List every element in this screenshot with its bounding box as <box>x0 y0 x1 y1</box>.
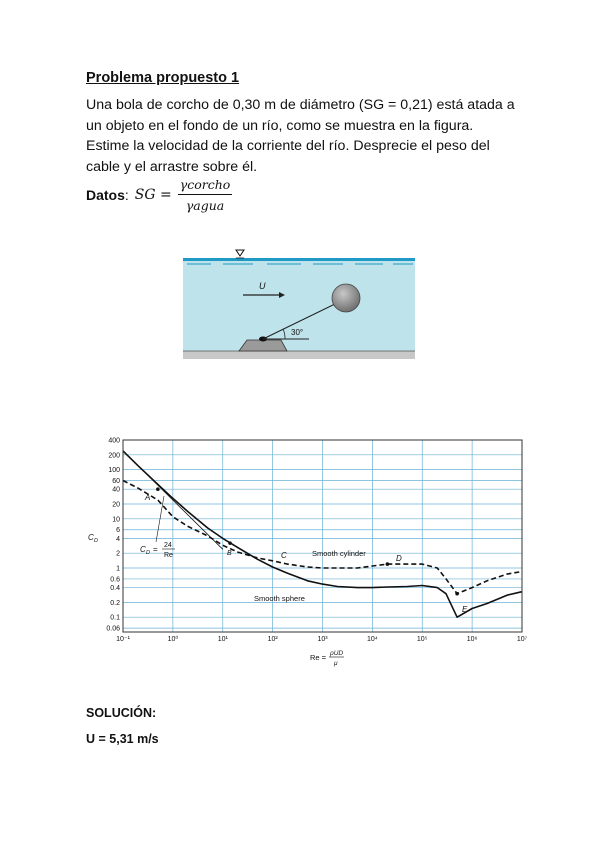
datos-line <box>86 177 232 213</box>
x-tick-label: 10⁵ <box>416 636 428 643</box>
x-tick-label: 10⁴ <box>366 636 378 643</box>
y-axis-label <box>88 533 98 544</box>
label-smooth-sphere: Smooth sphere <box>254 594 305 603</box>
x-tick-label: 10¹ <box>217 636 228 643</box>
anchor-block <box>239 340 287 351</box>
point-b-label: B <box>227 550 232 557</box>
svg-text:μ: μ <box>334 660 338 667</box>
problem-title: Problema propuesto 1 <box>86 70 240 86</box>
chart-gridlines <box>123 440 522 632</box>
point-marker <box>228 541 232 545</box>
svg-text:D: D <box>146 550 150 556</box>
svg-text:=: = <box>153 545 158 554</box>
point-d-label: D <box>396 554 402 563</box>
sg-numerator: γcorcho <box>178 177 233 195</box>
stokes-equation-label <box>140 542 175 559</box>
problem-statement: Una bola de corcho de 0,30 m de diámetro (SG = 0,21) está atada a un objeto en el fondo de un río, como se muestra en la figura. Estime la velocidad de la corriente del río. Desprecie el peso del cable y el arrastre sobre él. <box>86 97 515 175</box>
svg-text:D: D <box>94 538 98 544</box>
y-tick-label: 6 <box>116 527 120 535</box>
river-bed <box>183 351 415 359</box>
datos-colon: : <box>124 187 129 203</box>
x-tick-label: 10⁷ <box>516 636 528 643</box>
free-surface-symbol-icon <box>236 250 244 256</box>
cork-ball <box>332 284 360 312</box>
datos-label: Datos <box>86 187 125 203</box>
solution-label: SOLUCIÓN: <box>86 706 157 720</box>
y-tick-label: 1 <box>116 565 120 573</box>
svg-text:C: C <box>88 533 94 542</box>
point-marker <box>455 592 459 596</box>
y-tick-label: 200 <box>108 452 120 460</box>
solution-answer: U = 5,31 m/s <box>86 732 159 746</box>
y-tick-label: 60 <box>112 478 120 486</box>
sg-formula <box>131 177 233 213</box>
water-surface <box>183 258 415 261</box>
y-tick-label: 0.2 <box>110 599 120 607</box>
y-tick-labels <box>106 438 120 633</box>
sg-denominator: γagua <box>185 198 225 213</box>
svg-text:Re: Re <box>164 552 173 559</box>
x-tick-label: 10² <box>267 636 278 643</box>
svg-text:ρUD: ρUD <box>330 650 344 657</box>
label-smooth-cylinder: Smooth cylinder <box>312 549 366 558</box>
y-tick-label: 100 <box>108 467 120 475</box>
y-tick-label: 4 <box>116 535 120 543</box>
point-c-label: C <box>281 551 287 560</box>
x-tick-label: 10³ <box>317 636 328 643</box>
x-tick-label: 10⁰ <box>167 636 179 643</box>
x-tick-label: 10⁶ <box>466 636 478 643</box>
y-tick-label: 2 <box>116 550 120 558</box>
y-tick-label: 0.6 <box>110 576 120 584</box>
point-e-label: E <box>462 605 468 614</box>
river-figure <box>183 247 415 365</box>
sg-lhs: SG = <box>134 187 172 203</box>
point-a-label: A <box>145 493 151 502</box>
y-tick-label: 400 <box>108 437 120 445</box>
y-tick-label: 0.06 <box>106 625 120 633</box>
angle-label: 30° <box>291 328 304 337</box>
sg-fraction <box>178 177 233 213</box>
x-tick-label: 10⁻¹ <box>116 636 130 643</box>
y-tick-label: 0.4 <box>110 585 120 593</box>
svg-text:Re =: Re = <box>310 653 327 662</box>
water-body <box>183 258 415 354</box>
x-axis-label <box>310 650 344 667</box>
y-tick-label: 20 <box>112 501 120 509</box>
x-tick-labels <box>116 635 528 643</box>
drag-coefficient-chart <box>78 434 530 670</box>
y-tick-label: 0.1 <box>110 614 120 622</box>
y-tick-label: 40 <box>112 486 120 494</box>
svg-text:C: C <box>140 545 146 554</box>
svg-text:24: 24 <box>164 542 172 549</box>
point-marker <box>386 562 390 566</box>
velocity-label: U <box>259 281 266 291</box>
point-marker <box>156 487 160 491</box>
y-tick-label: 10 <box>112 516 120 524</box>
